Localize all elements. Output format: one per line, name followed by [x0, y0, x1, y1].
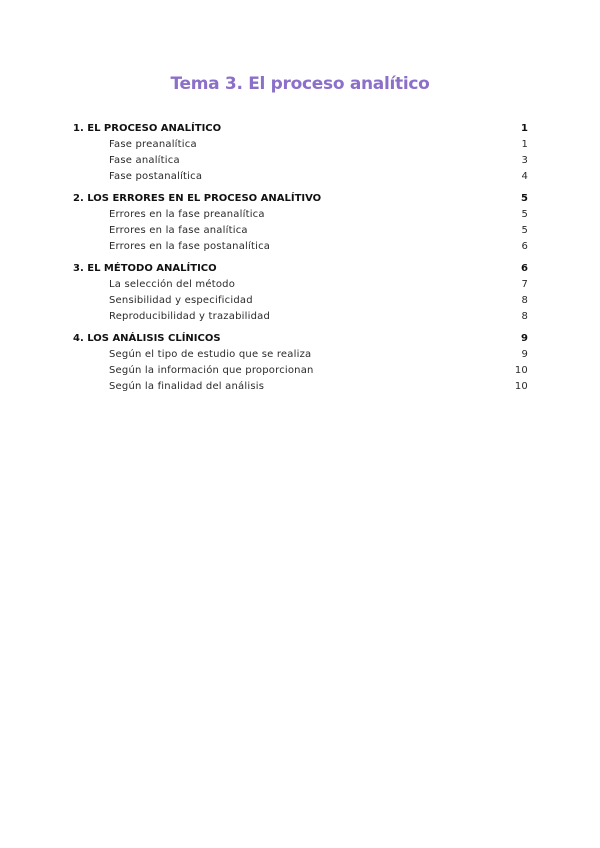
toc-heading[interactable] — [73, 260, 528, 277]
toc-heading-page: 6 — [521, 263, 528, 274]
toc-entry-page: 4 — [521, 171, 528, 182]
toc-heading-page: 1 — [521, 123, 528, 134]
toc-section-3 — [73, 260, 528, 325]
toc-entry-page: 5 — [521, 225, 528, 236]
toc-heading-title: 1. EL PROCESO ANALÍTICO — [73, 123, 222, 134]
toc-entry-page: 1 — [521, 139, 528, 150]
toc-entry[interactable] — [73, 239, 528, 255]
toc-entry-title: Reproducibilidad y trazabilidad — [109, 311, 270, 322]
toc-entry[interactable] — [73, 309, 528, 325]
toc-entry-title: Fase postanalítica — [109, 171, 203, 182]
toc-entry-title: Según la finalidad del análisis — [109, 381, 265, 392]
toc-entry-page: 9 — [521, 349, 528, 360]
toc-entry-title: Errores en la fase analítica — [109, 225, 248, 236]
toc-entry[interactable] — [73, 207, 528, 223]
toc-entry[interactable] — [73, 153, 528, 169]
toc-heading-page: 5 — [521, 193, 528, 204]
toc-entry[interactable] — [73, 293, 528, 309]
toc-heading[interactable] — [73, 120, 528, 137]
toc-heading[interactable] — [73, 190, 528, 207]
toc-entry-title: Fase preanalítica — [109, 139, 197, 150]
toc-entry-title: Según la información que proporcionan — [109, 365, 314, 376]
toc-entry[interactable] — [73, 277, 528, 293]
toc-entry[interactable] — [73, 137, 528, 153]
toc-entry-page: 8 — [521, 311, 528, 322]
toc-entry[interactable] — [73, 223, 528, 239]
toc-entry-title: Errores en la fase postanalítica — [109, 241, 271, 252]
toc-entry-title: Errores en la fase preanalítica — [109, 209, 265, 220]
page-title: Tema 3. El proceso analítico — [170, 74, 430, 94]
toc-entry-page: 7 — [521, 279, 528, 290]
toc-heading-title: 4. LOS ANÁLISIS CLÍNICOS — [73, 333, 221, 344]
toc-heading-title: 2. LOS ERRORES EN EL PROCESO ANALÍTIVO — [73, 193, 322, 204]
toc-section-2 — [73, 190, 528, 255]
toc-entry[interactable] — [73, 347, 528, 363]
toc-entry-title: Sensibilidad y especificidad — [109, 295, 253, 306]
toc-entry-page: 10 — [514, 365, 528, 376]
toc-entry-title: Fase analítica — [109, 155, 180, 166]
toc-entry[interactable] — [73, 169, 528, 185]
toc-entry[interactable] — [73, 363, 528, 379]
toc-entry-page: 6 — [521, 241, 528, 252]
toc-heading[interactable] — [73, 330, 528, 347]
toc-entry-page: 5 — [521, 209, 528, 220]
toc-entry-page: 8 — [521, 295, 528, 306]
toc-entry-title: La selección del método — [109, 279, 236, 290]
toc-entry-title: Según el tipo de estudio que se realiza — [109, 349, 312, 360]
toc-heading-page: 9 — [521, 333, 528, 344]
toc-entry[interactable] — [73, 379, 528, 395]
toc-section-1 — [73, 120, 528, 185]
table-of-contents — [73, 120, 528, 400]
toc-entry-page: 10 — [514, 381, 528, 392]
toc-section-4 — [73, 330, 528, 395]
toc-entry-page: 3 — [521, 155, 528, 166]
toc-heading-title: 3. EL MÉTODO ANALÍTICO — [73, 263, 217, 274]
